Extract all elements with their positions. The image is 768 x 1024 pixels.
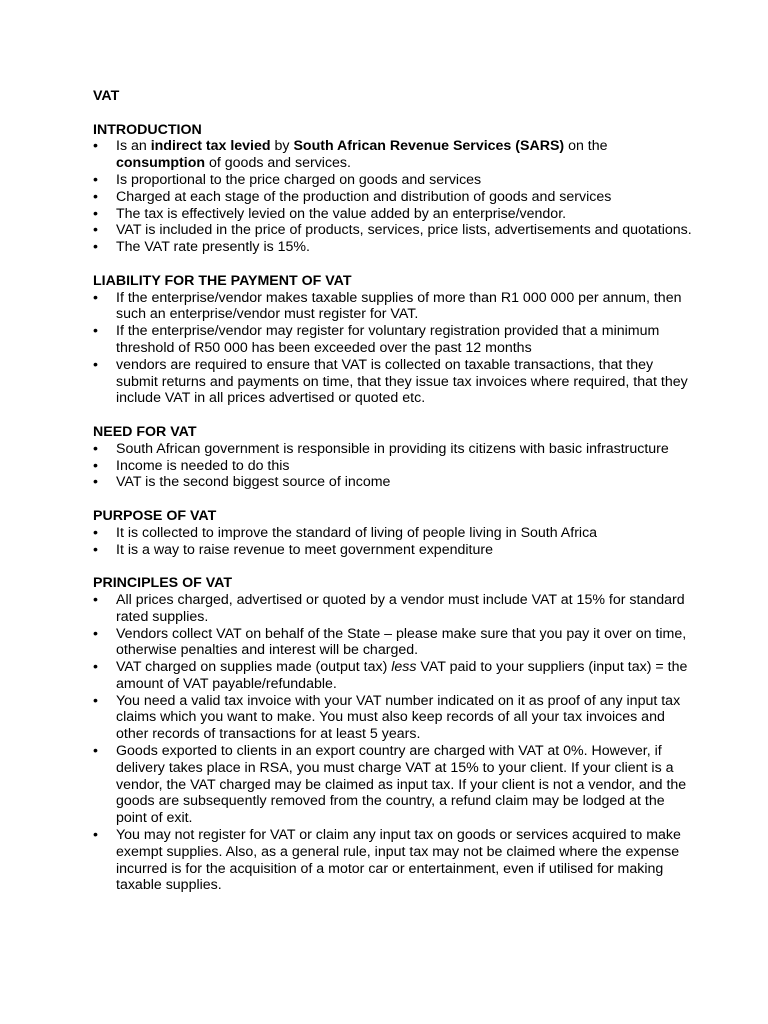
list-item: [93, 743, 693, 827]
document-title: VAT: [93, 88, 120, 104]
list-item: [93, 542, 693, 559]
list-item: [93, 659, 693, 693]
list-item-text: of goods and services.: [205, 155, 351, 172]
bullet-icon: •: [93, 205, 98, 222]
bullet-icon: •: [93, 356, 98, 373]
list-item-text: Vendors collect VAT on behalf of the State – please make sure that you pay it over on time, otherwise penalties and interest will be charged.: [116, 625, 687, 659]
bullet-icon: •: [93, 323, 98, 340]
list-item-text: You may not register for VAT or claim any input tax on goods or services acquired to make exempt supplies. Also, as a general rule, input tax may not be claimed where the expense incurred is for the acquisition of a motor car or entertainment, even if utilised for making taxable supplies.: [116, 827, 681, 894]
list-item: [93, 592, 693, 626]
list-item-text: VAT is the second biggest source of income: [116, 474, 391, 491]
bullet-icon: •: [93, 222, 98, 239]
list-item-text: VAT is included in the price of products, services, price lists, advertisements and quotations.: [116, 222, 692, 239]
bullet-list: [93, 441, 693, 491]
list-item: [93, 172, 693, 189]
list-item-text: Is proportional to the price charged on goods and services: [116, 171, 482, 188]
bullet-icon: •: [93, 743, 98, 760]
list-item: [93, 239, 693, 256]
bullet-icon: •: [93, 289, 98, 306]
section-heading: NEED FOR VAT: [93, 423, 197, 440]
list-item-text: The VAT rate presently is 15%.: [116, 239, 310, 256]
section-need-for-vat: [93, 424, 693, 491]
section-heading: INTRODUCTION: [93, 121, 202, 138]
bullet-icon: •: [93, 524, 98, 541]
bullet-icon: •: [93, 440, 98, 457]
section-heading: LIABILITY FOR THE PAYMENT OF VAT: [93, 272, 352, 289]
section-introduction: [93, 122, 693, 256]
list-item: [93, 206, 693, 223]
bold-text: South African Revenue Services (SARS): [293, 138, 565, 155]
list-item-text: Income is needed to do this: [116, 457, 290, 474]
list-item-text: All prices charged, advertised or quoted by a vendor must include VAT at 15% for standard rated supplies.: [116, 591, 685, 625]
section-liability-for-the-payment-of-vat: [93, 273, 693, 407]
bullet-icon: •: [93, 659, 98, 676]
list-item: [93, 138, 693, 172]
bullet-icon: •: [93, 474, 98, 491]
bullet-icon: •: [93, 457, 98, 474]
bullet-icon: •: [93, 171, 98, 188]
bullet-icon: •: [93, 692, 98, 709]
bullet-list: [93, 592, 693, 894]
bullet-icon: •: [93, 239, 98, 256]
list-item-text: by: [270, 138, 294, 155]
list-item-text: on the: [564, 138, 608, 155]
list-item-text: VAT paid to your suppliers (input tax) = the amount of VAT payable/refundable.: [116, 659, 688, 692]
list-item: [93, 827, 693, 894]
list-item-text: It is a way to raise revenue to meet government expenditure: [116, 541, 493, 558]
bullet-list: [93, 525, 693, 559]
list-item-text: Charged at each stage of the production and distribution of goods and services: [116, 188, 612, 205]
list-item: [93, 474, 693, 491]
section-heading: PRINCIPLES OF VAT: [93, 575, 232, 592]
bullet-icon: •: [93, 591, 98, 608]
list-item-text: Is an: [116, 138, 151, 155]
italic-text: less: [391, 659, 417, 676]
list-item: [93, 626, 693, 660]
list-item-text: You need a valid tax invoice with your VAT number indicated on it as proof of any input tax claims which you want to make. You must also keep records of all your tax invoices and other records of transactions for at least 5 years.: [116, 692, 681, 743]
list-item-text: The tax is effectively levied on the value added by an enterprise/vendor.: [116, 205, 567, 222]
section-heading: PURPOSE OF VAT: [93, 507, 217, 524]
list-item: [93, 357, 693, 407]
bold-text: consumption: [116, 155, 206, 172]
list-item-text: Goods exported to clients in an export country are charged with VAT at 0%. However, if delivery takes place in RSA, you must charge VAT at 15% to your client. If your client is a vendor, the VAT charged may be claimed as input tax. If your client is not a vendor, and the goods are subsequently removed from the country, a refund claim may be lodged at the point of exit.: [116, 743, 687, 827]
list-item: [93, 458, 693, 475]
list-item: [93, 323, 693, 357]
list-item: [93, 290, 693, 324]
section-principles-of-vat: [93, 575, 693, 894]
list-item-text: South African government is responsible in providing its citizens with basic infrastructure: [116, 440, 669, 457]
list-item: [93, 441, 693, 458]
bullet-icon: •: [93, 541, 98, 558]
bullet-icon: •: [93, 827, 98, 844]
bullet-icon: •: [93, 188, 98, 205]
list-item: [93, 222, 693, 239]
section-purpose-of-vat: [93, 508, 693, 558]
bullet-list: [93, 290, 693, 408]
list-item: [93, 525, 693, 542]
bullet-icon: •: [93, 138, 98, 155]
list-item: [93, 189, 693, 206]
list-item-text: vendors are required to ensure that VAT is collected on taxable transactions, that they submit returns and payments on time, that they issue tax invoices where required, that they include VAT in all prices advertised or quoted etc.: [116, 356, 688, 407]
document-body: [93, 122, 693, 895]
list-item-text: If the enterprise/vendor may register for voluntary registration provided that a minimum threshold of R50 000 has been exceeded over the past 12 months: [116, 323, 660, 356]
list-item-text: VAT charged on supplies made (output tax): [116, 659, 392, 676]
list-item-text: It is collected to improve the standard of living of people living in South Africa: [116, 524, 598, 541]
bullet-list: [93, 138, 693, 256]
document-page: [93, 88, 693, 894]
bold-text: indirect tax levied: [150, 138, 271, 155]
list-item: [93, 693, 693, 743]
list-item-text: If the enterprise/vendor makes taxable supplies of more than R1 000 000 per annum, then such an enterprise/vendor must register for VAT.: [116, 289, 682, 323]
bullet-icon: •: [93, 625, 98, 642]
